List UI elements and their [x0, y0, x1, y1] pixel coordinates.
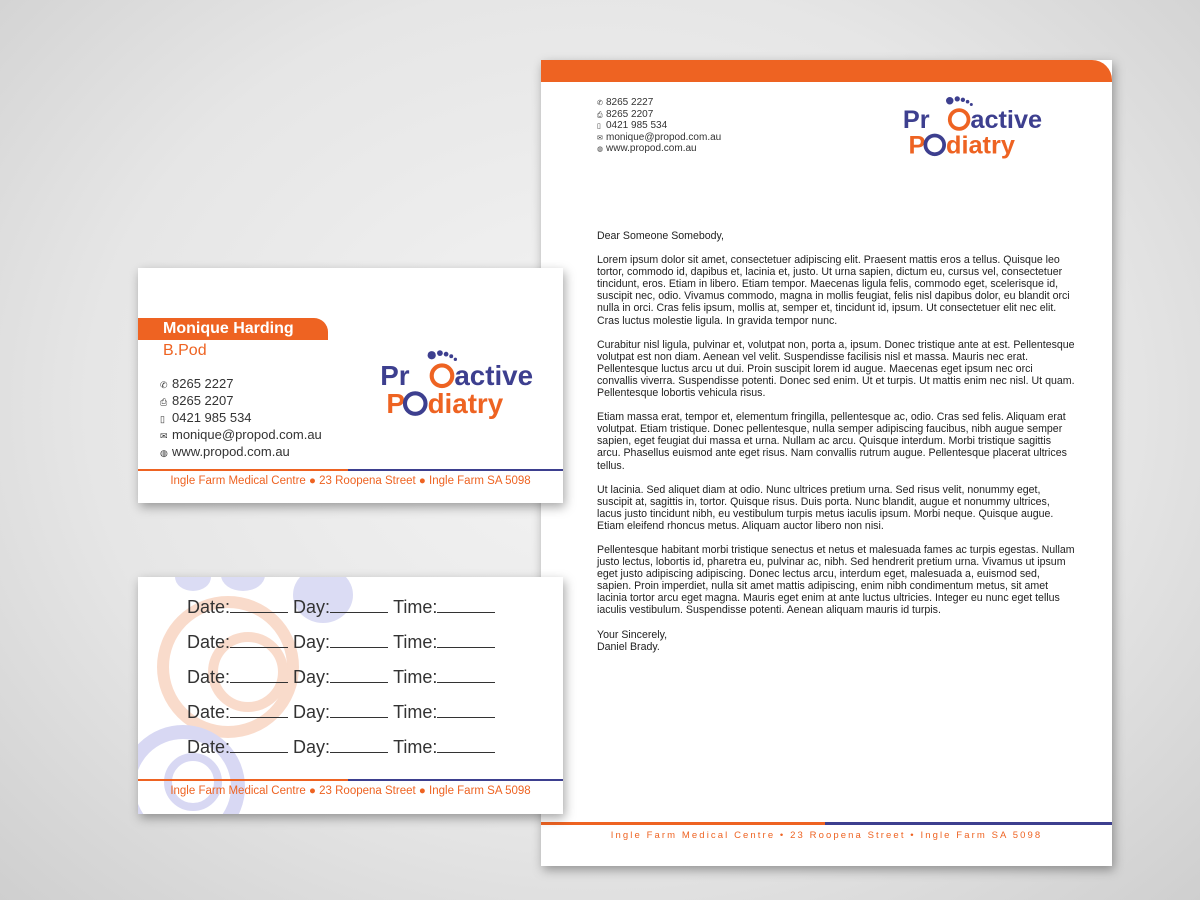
contact-web: ◍ www.propod.com.au [160, 444, 290, 459]
fax-icon: ⎙ [597, 111, 603, 119]
day-blank[interactable] [330, 752, 388, 753]
contact-web: ◍ www.propod.com.au [597, 143, 697, 154]
letter-body [597, 230, 1075, 653]
letter-paragraph: Lorem ipsum dolor sit amet, consectetuer adipiscing elit. Praesent mattis eros a tellus. Quisque leo tortor, commodo id, dapibus et, lacinia et, justo. Ut urna sapien, dictum eu, cursus vel, consectetuer tincidunt, eros. Etiam in libero. Etiam tempor. Maecenas ligula felis, commodo eget, scelerisque id, suscipit nec, odio. Vivamus commodo, magna in mollis feugiat, felis nisl dapibus dolor, eu blandit orci nulla in orci. Cras felis ipsum, mollis at, semper et, tincidunt id, ipsum. Ut consectetuer elit nec elit. Cras luctus molestie ligula. In gravida tempor nunc. [597, 254, 1070, 327]
appointment-footer-line-orange [138, 779, 348, 781]
logo-ring-orange [432, 365, 453, 386]
day-label: Day: [293, 632, 331, 652]
letter-paragraph: Etiam massa erat, tempor et, elementum fringilla, pellentesque ac, odio. Cras sed felis. Aliquam erat volutpat. Etiam tristique. Donec pellentesque, nulla semper adipiscing faucibus, nibh augue semper sapien, eget feugiat dui massa et urna. Nullam ac arcu. Quisque interdum. Morbi tristique sagittis arcu. Phasellus euismod ante eget risus. Nam convallis rutrum augue. Pellentesque placerat ultrices tellus. [597, 411, 1067, 472]
business-card [138, 268, 563, 503]
card-contacts [160, 376, 322, 461]
time-label: Time: [393, 632, 438, 652]
logo-text-diatry: diatry [427, 387, 504, 419]
proactive-podiatry-logo [901, 94, 1051, 160]
card-footer-address: Ingle Farm Medical Centre ● 23 Roopena Street ● Ingle Farm SA 5098 [170, 475, 531, 487]
day-blank[interactable] [330, 717, 388, 718]
card-footer-line-navy [348, 469, 563, 471]
time-label: Time: [393, 597, 438, 617]
contact-email: ✉ monique@propod.com.au [597, 131, 722, 143]
card-degree: B.Pod [163, 342, 207, 359]
letter-paragraph: Curabitur nisl ligula, pulvinar et, volutpat non, porta a, ipsum. Donec tristique ante at est. Pellentesque volutpat est non diam. Aenean vel velit. Suspendisse facilisis nisl et massa. Mauris nec erat. Pellentesque luctus arcu ut dui. Proin suscipit lorem id augue. Maecenas eget ipsum nec orci convallis viverra. Suspendisse potenti. Donec sed enim. Ut et turpis. Ut mattis enim nec nisl. Ut quam. Pellentesque lobortis vehicula risus. [597, 338, 1075, 400]
appointment-footer-address: Ingle Farm Medical Centre ● 23 Roopena Street ● Ingle Farm SA 5098 [170, 785, 531, 797]
logo-ring-orange [950, 110, 969, 129]
date-label: Date: [187, 632, 231, 652]
date-label: Date: [187, 597, 231, 617]
email-icon: ✉ [160, 431, 168, 441]
day-label: Day: [293, 667, 331, 687]
letterhead-top-bar [541, 60, 1112, 82]
date-blank[interactable] [230, 752, 288, 753]
appointment-row [187, 632, 495, 667]
logo-text-active: active [454, 360, 534, 392]
web-icon: ◍ [160, 448, 168, 458]
footprint-icon [946, 96, 973, 106]
logo-text-p: P [386, 387, 405, 419]
mobile-icon: ▯ [597, 123, 601, 130]
card-footer-line-orange [138, 469, 348, 471]
appointment-row [187, 597, 495, 632]
logo-ring-navy [405, 393, 426, 414]
contact-email: ✉ monique@propod.com.au [160, 427, 322, 442]
date-label: Date: [187, 737, 231, 757]
proactive-podiatry-logo [378, 348, 543, 420]
web-icon: ◍ [597, 146, 604, 153]
logo-text-pr: Pr [380, 360, 410, 392]
logo-text-active: active [970, 105, 1043, 134]
time-blank[interactable] [437, 612, 495, 613]
appointment-row [187, 667, 495, 702]
date-label: Date: [187, 702, 231, 722]
appointment-card [138, 577, 563, 814]
day-blank[interactable] [330, 612, 388, 613]
contact-mobile: ▯ 0421 985 534 [597, 120, 668, 131]
letterhead-contacts [597, 98, 721, 156]
appointment-rows [187, 597, 495, 772]
email-icon: ✉ [597, 134, 603, 142]
contact-phone: ✆ 8265 2227 [160, 376, 234, 391]
appointment-row [187, 737, 495, 772]
logo-ring-navy [925, 135, 944, 154]
phone-icon: ✆ [597, 100, 603, 107]
letterhead-footer-line-orange [541, 822, 825, 825]
day-label: Day: [293, 597, 331, 617]
day-blank[interactable] [330, 682, 388, 683]
time-blank[interactable] [437, 647, 495, 648]
fax-icon: ⎙ [160, 397, 168, 407]
letter-signature: Daniel Brady. [597, 640, 660, 653]
appointment-footer-line-navy [348, 779, 563, 781]
contact-fax: ⎙ 8265 2207 [597, 108, 654, 120]
contact-fax: ⎙ 8265 2207 [160, 393, 234, 408]
footprint-icon [428, 350, 457, 361]
day-label: Day: [293, 702, 331, 722]
logo-text-pr: Pr [902, 105, 930, 134]
mobile-icon: ▯ [160, 414, 165, 424]
time-blank[interactable] [437, 717, 495, 718]
day-label: Day: [293, 737, 331, 757]
appointment-row [187, 702, 495, 737]
time-label: Time: [393, 737, 438, 757]
letterhead-footer-address: Ingle Farm Medical Centre • 23 Roopena Street • Ingle Farm SA 5098 [610, 830, 1043, 841]
time-blank[interactable] [437, 752, 495, 753]
logo-text-diatry: diatry [946, 131, 1015, 160]
contact-mobile: ▯ 0421 985 534 [160, 410, 252, 425]
date-label: Date: [187, 667, 231, 687]
time-label: Time: [393, 702, 438, 722]
letter-salutation: Dear Someone Somebody, [597, 230, 725, 242]
time-label: Time: [393, 667, 438, 687]
date-blank[interactable] [230, 717, 288, 718]
time-blank[interactable] [437, 682, 495, 683]
letterhead-footer-line-navy [825, 822, 1112, 825]
letter-paragraph: Ut lacinia. Sed aliquet diam at odio. Nunc ultrices pretium urna. Sed risus velit, nonummy eget, suscipit at, sagittis in, tortor. Quisque risus. Duis porta. Nunc blandit, augue et nonummy ultrices, lacus justo tincidunt nibh, eu vestibulum turpis metus iaculis ipsum. Morbi neque. Quisque augue. Etiam eleifend rhoncus metus. Aliquam auctor libero non nisi. [597, 483, 1054, 532]
date-blank[interactable] [230, 682, 288, 683]
card-name: Monique Harding [163, 320, 294, 337]
logo-text-p: P [908, 131, 926, 160]
contact-phone: ✆ 8265 2227 [597, 97, 654, 108]
letter-paragraph: Pellentesque habitant morbi tristique senectus et netus et malesuada fames ac turpis egestas. Nullam justo lectus, lobortis id, pharetra eu, pulvinar ac, nibh. Sed hendrerit pretium urna. Vivamus ut ipsum eget justo adipiscing adipiscing. Donec lectus arcu, interdum eget, malesuada a, euismod sed, sapien. Proin imperdiet, nulla sit amet mattis adipiscing, enim nibh condimentum metus, sit amet lacinia tortor arcu eget magna. Mauris eget enim at ante luctus ultricies. Integer eu nunc eget tellus iaculis vestibulum. Suspendisse potenti. Aenean aliquam mauris id turpis. [597, 543, 1075, 617]
letter-closing: Your Sincerely, [597, 628, 668, 641]
letterhead-sheet [541, 60, 1112, 866]
date-blank[interactable] [230, 612, 288, 613]
day-blank[interactable] [330, 647, 388, 648]
date-blank[interactable] [230, 647, 288, 648]
phone-icon: ✆ [160, 380, 168, 390]
